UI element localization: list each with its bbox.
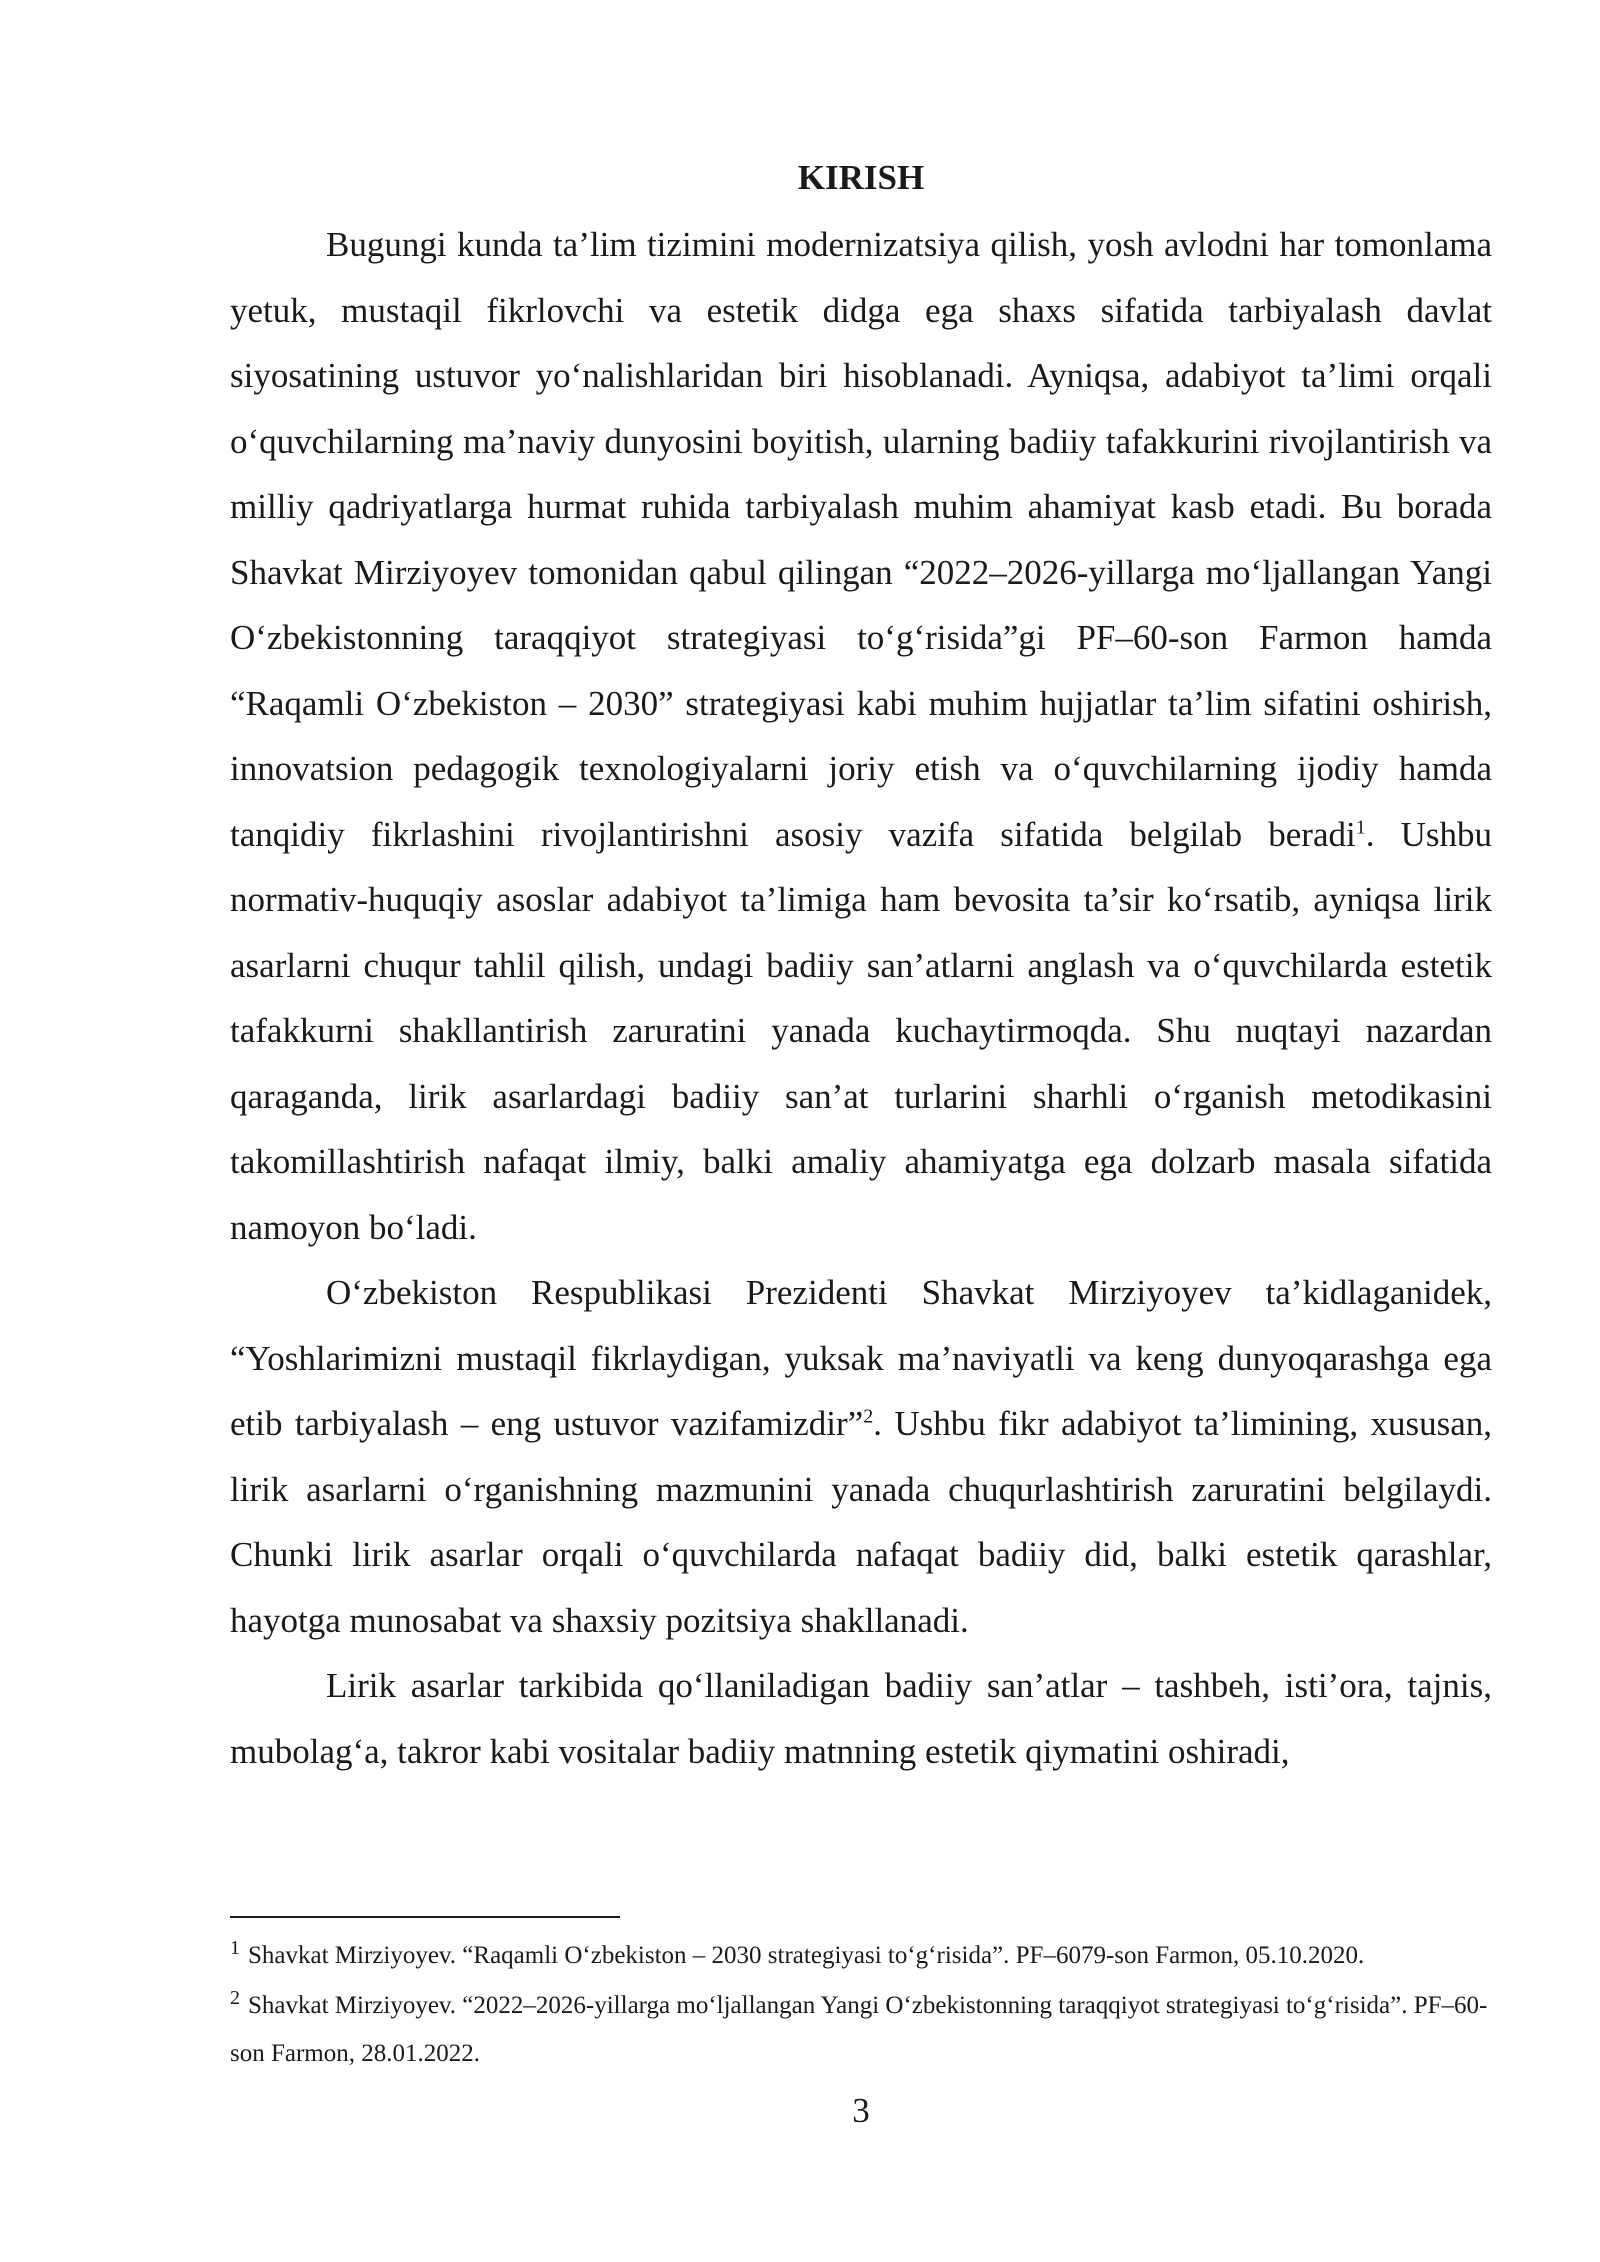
footnote-2-text: Shavkat Mirziyoyev. “2022–2026-yillarga mo‘ljallangan Yangi O‘zbekistonning taraqqiyot strategiyasi to‘g‘risida”. PF–60-son Farmon, 28.01.2022. <box>230 1992 1488 2067</box>
footnote-2-number: 2 <box>230 1986 240 2009</box>
footnote-separator <box>230 1916 620 1918</box>
document-page <box>230 148 1492 1784</box>
paragraph-1 <box>230 212 1492 1260</box>
paragraph-3-text: Lirik asarlar tarkibida qo‘llaniladigan badiiy san’atlar – tashbeh, isti’ora, tajnis, mubolag‘a, takror kabi vositalar badiiy matnning estetik qiymatini oshiradi, <box>230 1666 1492 1771</box>
paragraph-1-text-b: . Ushbu normativ-huquqiy asoslar adabiyot ta’limiga ham bevosita ta’sir ko‘rsatib, ayniqsa lirik asarlarni chuqur tahlil qilish, undagi badiiy san’atlarni anglash va o‘quvchilarda estetik tafakkurni shakllantirish zaruratini yanada kuchaytirmoqda. Shu nuqtayi nazardan qaraganda, lirik asarlardagi badiiy san’at turlarini sharhli o‘rganish metodikasini takomillashtirish nafaqat ilmiy, balki amaliy ahamiyatga ega dolzarb masala sifatida namoyon bo‘ladi. <box>230 814 1492 1247</box>
paragraph-2 <box>230 1260 1492 1653</box>
paragraph-1-text-a: Bugungi kunda ta’lim tizimini modernizatsiya qilish, yosh avlodni har tomonlama yetuk, mustaqil fikrlovchi va estetik didga ega shaxs sifatida tarbiyalash davlat siyosatining ustuvor yo‘nalishlaridan biri hisoblanadi. Ayniqsa, adabiyot ta’limi orqali o‘quvchilarning ma’naviy dunyosini boyitish, ularning badiiy tafakkurini rivojlantirish va milliy qadriyatlarga hurmat ruhida tarbiyalash muhim ahamiyat kasb etadi. Bu borada Shavkat Mirziyoyev tomonidan qabul qilingan “2022–2026-yillarga mo‘ljallangan Yangi O‘zbekistonning taraqqiyot strategiyasi to‘g‘risida”gi PF–60-son Farmon hamda “Raqamli O‘zbekiston – 2030” strategiyasi kabi muhim hujjatlar ta’lim sifatini oshirish, innovatsion pedagogik texnologiyalarni joriy etish va o‘quvchilarning ijodiy hamda tanqidiy fikrlashini rivojlantirishni asosiy vazifa sifatida belgilab beradi <box>230 225 1492 854</box>
footnote-1 <box>230 1932 1492 1980</box>
footnote-2 <box>230 1982 1492 2078</box>
paragraph-2-text-a: O‘zbekiston Respublikasi Prezidenti Shavkat Mirziyoyev ta’kidlaganidek, “Yoshlarimizni mustaqil fikrlaydigan, yuksak ma’naviyatli va keng dunyoqarashga ega etib tarbiyalash – eng ustuvor vazifamizdir” <box>230 1273 1492 1443</box>
footnotes-section <box>230 1932 1492 2080</box>
page-number: 3 <box>852 2091 870 2130</box>
paragraph-2-text-b: . Ushbu fikr adabiyot ta’limining, xususan, lirik asarlarni o‘rganishning mazmunini yanada chuqurlashtirish zaruratini belgilaydi. Chunki lirik asarlar orqali o‘quvchilarda nafaqat badiiy did, balki estetik qarashlar, hayotga munosabat va shaxsiy pozitsiya shakllanadi. <box>230 1404 1492 1640</box>
footnote-1-number: 1 <box>230 1936 240 1959</box>
section-title: KIRISH <box>797 158 925 197</box>
footnote-1-text: Shavkat Mirziyoyev. “Raqamli O‘zbekiston – 2030 strategiyasi to‘g‘risida”. PF–6079-son Farmon, 05.10.2020. <box>248 1942 1365 1969</box>
paragraph-3 <box>230 1653 1492 1784</box>
footnote-ref-2[interactable]: 2 <box>863 1405 874 1428</box>
footnote-ref-1[interactable]: 1 <box>1355 815 1366 838</box>
